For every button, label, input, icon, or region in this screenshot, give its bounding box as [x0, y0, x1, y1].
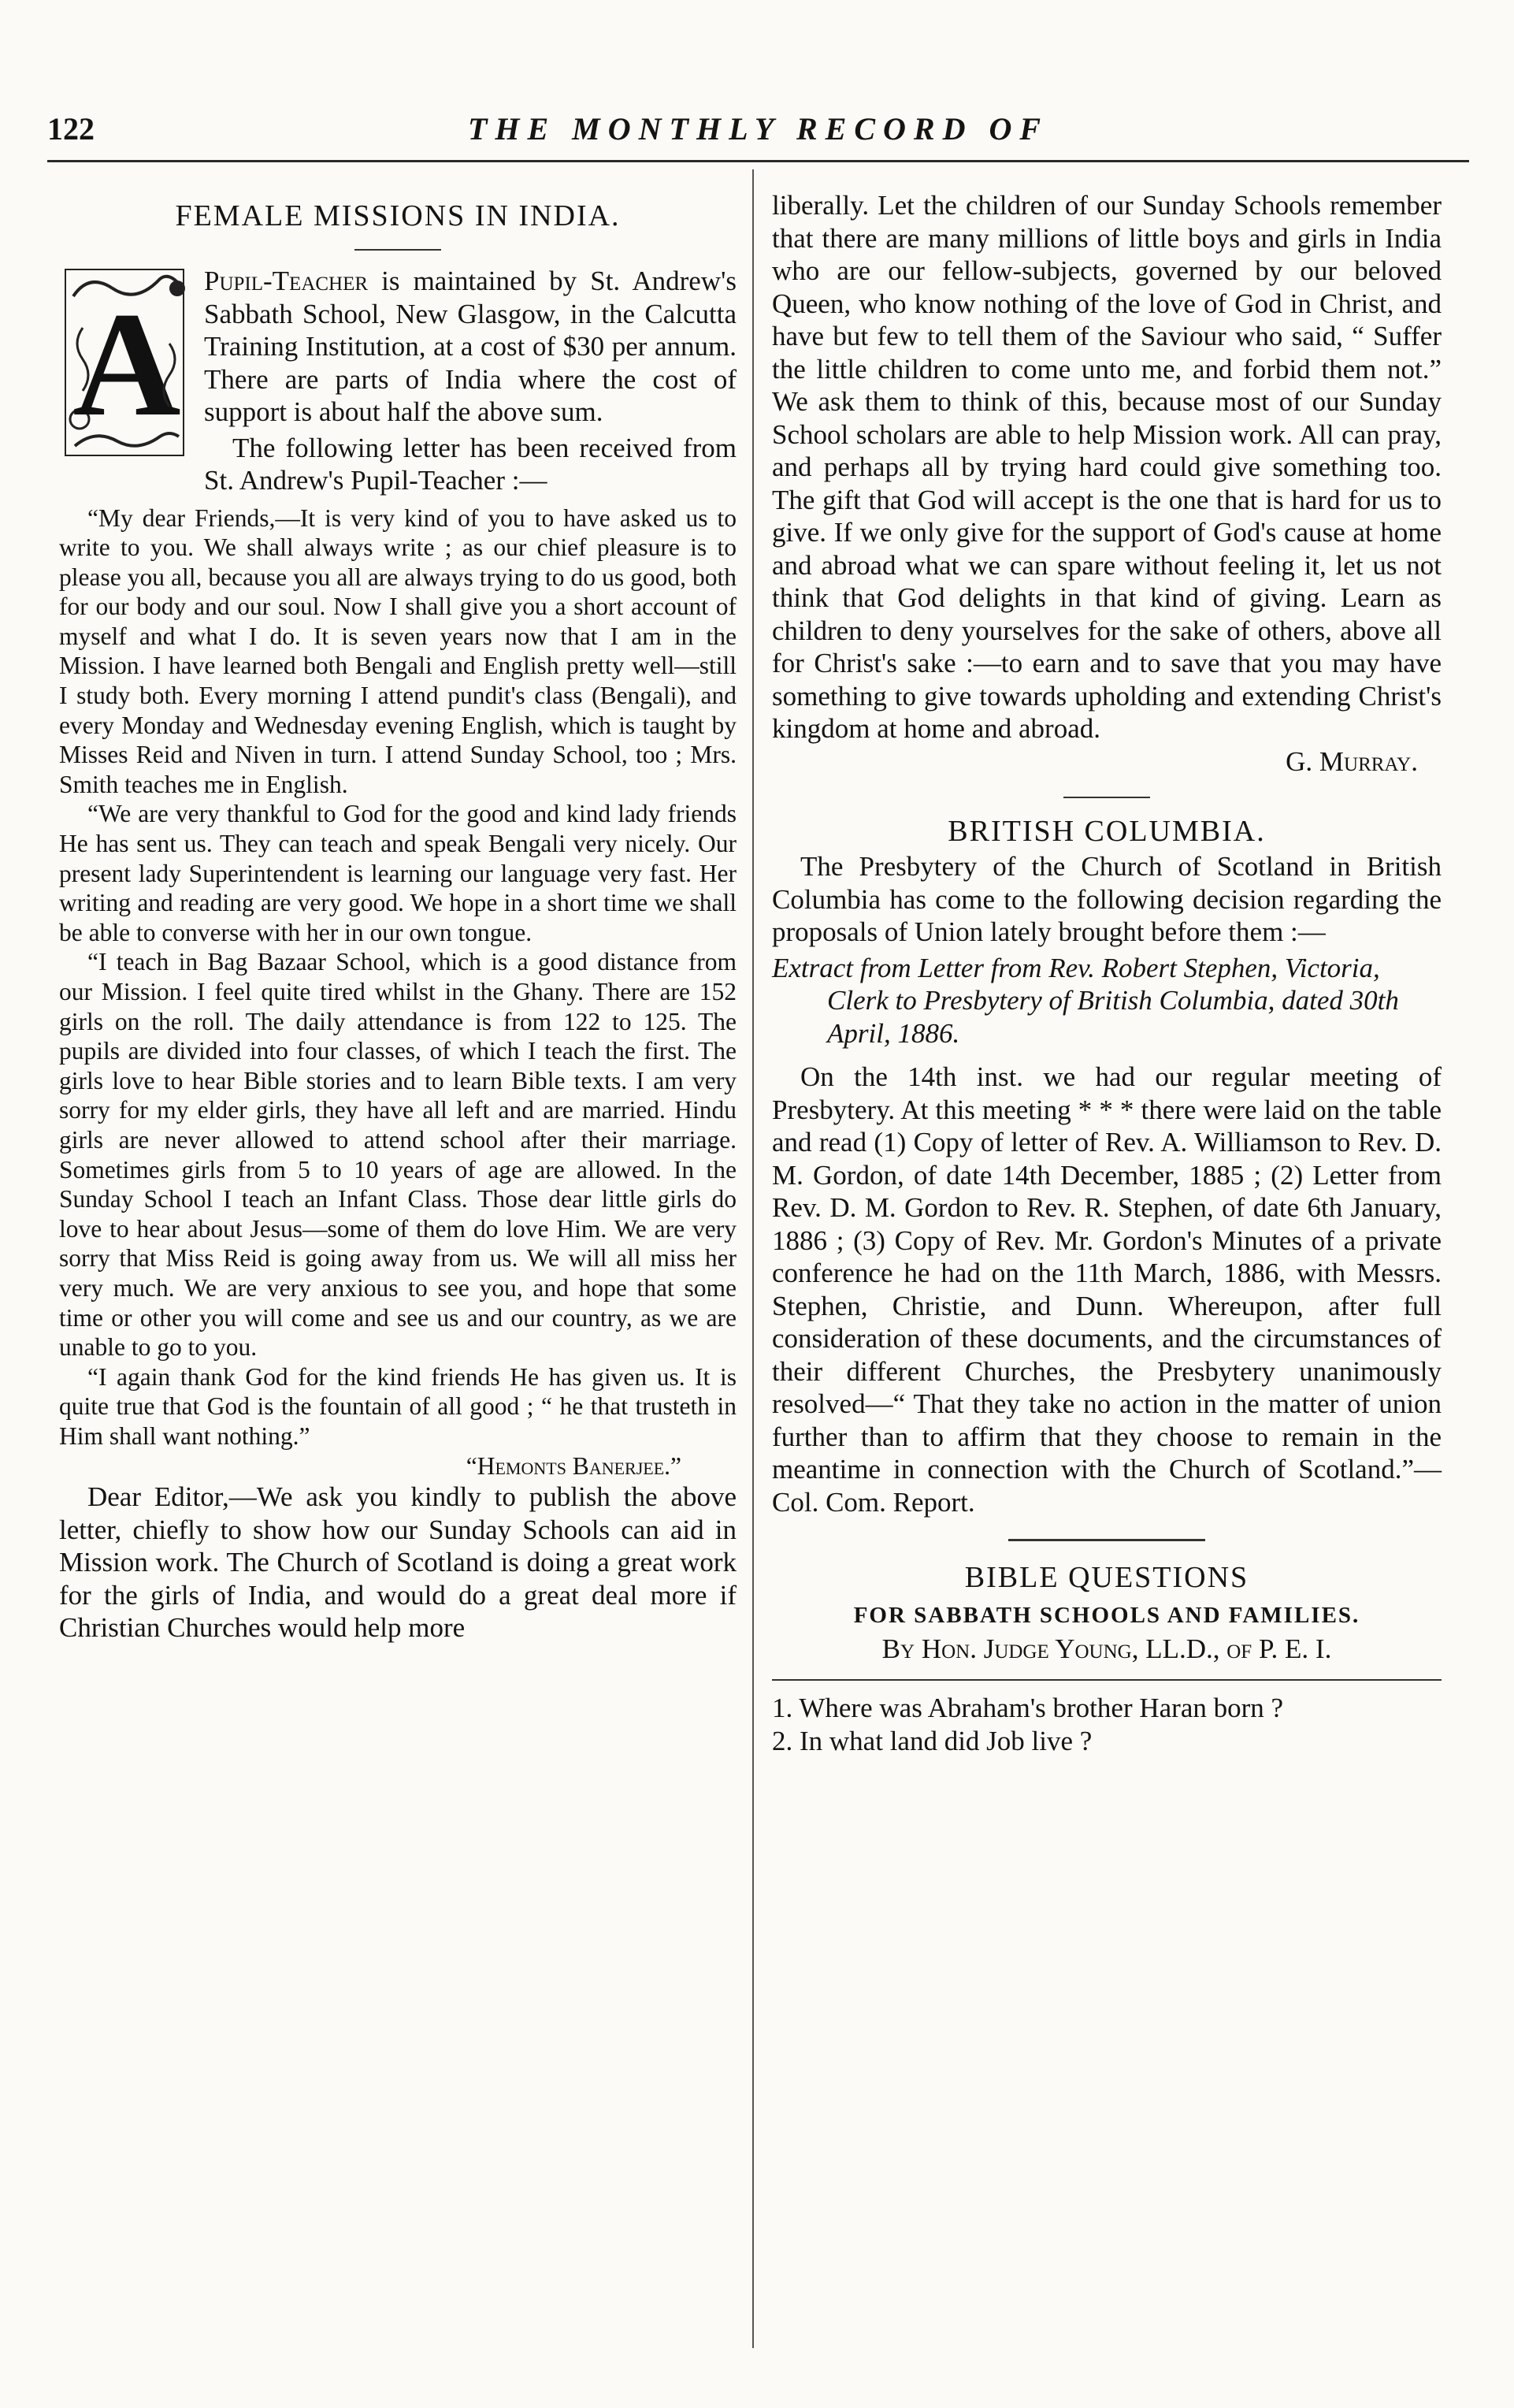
letter-paragraph-2: “We are very thankful to God for the good and kind lady friends He has sent us. They can teach and speak Bengali very nicely. Our present lady Superintendent is learning our language very fast. Her writing and reading are very good. We hope in a short time we shall be able to converse with her in our own tongue. [59, 800, 737, 946]
article-title-bible-questions: BIBLE QUESTIONS [964, 1561, 1249, 1594]
questions-list [772, 1692, 1442, 1758]
letter-paragraph-4: “I again thank God for the kind friends He has given us. It is quite true that God is the fountain of all good ; “ he that trusteth in Him shall want nothing.” [59, 1362, 737, 1450]
left-column [59, 189, 737, 1644]
continuation-signature: G. Murray. [1286, 745, 1418, 777]
title-rule [354, 249, 441, 251]
dropcap-letter: A [72, 282, 181, 448]
intro-paragraph [59, 265, 737, 448]
continuation-paragraph: liberally. Let the children of our Sunday Schools remember that there are many millions of little boys and girls in India who are our fellow-subjects, governed by our beloved Queen, who know nothing of the love of God in Christ, and have but few to tell them of the Saviour who said, “ Suffer the little children to come unto me, and forbid them not.” We ask them to think of this, because most of our Sunday School scholars are able to help Mission work. All can pray, and perhaps all by trying hard could give something too. The gift that God will accept is the one that is hard for us to give. If we only give for the support of God's cause at home and abroad what we can spare without feeling it, let us not think that God delights in that kind of giving. Learn as children to deny yourselves for the sake of others, above all for Christ's sake :—to earn and to save that you may have something to give towards upholding and extending Christ's kingdom at home and abroad. [772, 190, 1442, 744]
right-column [772, 189, 1442, 1758]
intro-body: is maintained by St. Andrew's Sabbath School, New Glasgow, in the Calcutta Training Institution, at a cost of $30 per annum. There are parts of India where the cost of support is about half the above sum. [204, 266, 737, 427]
ornamental-initial [59, 265, 195, 462]
bible-questions-subtitle: FOR SABBATH SCHOOLS AND FAMILIES. [853, 1603, 1360, 1628]
list-item: 2. In what land did Job live ? [772, 1726, 1093, 1756]
running-header [47, 110, 1469, 158]
section-rule [1008, 1539, 1205, 1541]
ornamental-initial-icon [59, 265, 195, 462]
letter-signature: “Hemonts Banerjee.” [466, 1451, 681, 1480]
bc-extract: Extract from Letter from Rev. Robert Stephen, Victoria, Clerk to Presbytery of British Columbia, dated 30th April, 1886. [772, 952, 1399, 1049]
section-rule [1063, 797, 1150, 798]
running-title: THE MONTHLY RECORD OF [467, 111, 1049, 147]
bible-questions-byline: By Hon. Judge Young, LL.D., of P. E. I. [881, 1633, 1332, 1664]
following-paragraph: The following letter has been received from St. Andrew's Pupil-Teacher :— [204, 432, 737, 496]
questions-rule [772, 1679, 1442, 1681]
article-title-female-missions: FEMALE MISSIONS IN INDIA. [175, 199, 621, 232]
letter-paragraph-3: “I teach in Bag Bazaar School, which is a good distance from our Mission. I feel quite tired whilst in the Ghany. There are 152 girls on the roll. The daily attendance is from 122 to 125. The pupils are divided into four classes, of which I teach the first. The girls love to hear Bible stories and to learn Bible texts. I am very sorry for my elder girls, they have all left and are married. Hindu girls are never allowed to attend school after their marriage. Sometimes girls from 5 to 10 years of age are allowed. In the Sunday School I teach an Infant Class. Those dear little girls do love to hear about Jesus—some of them do love Him. We are very sorry that Miss Reid is going away from us. We will all miss her very much. We are very anxious to see you, and hope that some time or other you will come and see us and our country, as we are unable to go to you. [59, 948, 737, 1362]
bc-intro: The Presbytery of the Church of Scotland in British Columbia has come to the following decision regarding the proposals of Union lately brought before them :— [772, 851, 1442, 947]
intro-lead: Pupil-Teacher [204, 266, 369, 296]
list-item: 1. Where was Abraham's brother Haran born ? [772, 1693, 1284, 1723]
column-rule [752, 169, 754, 2348]
letter-paragraph-1: “My dear Friends,—It is very kind of you to have asked us to write to you. We shall always write ; as our chief pleasure is to please you all, because you all are always trying to do us good, both for our body and our soul. Now I shall give you a short account of myself and what I do. It is seven years now that I am in the Mission. I have learned both Bengali and English pretty well—still I study both. Every morning I attend pundit's class (Bengali), and every Monday and Wednesday evening English, which is taught by Misses Reid and Niven in turn. I attend Sunday School, too ; Mrs. Smith teaches me in English. [59, 504, 737, 798]
bc-body: On the 14th inst. we had our regular meeting of Presbytery. At this meeting * * * there were laid on the table and read (1) Copy of letter of Rev. A. Williamson to Rev. D. M. Gordon, of date 14th December, 1885 ; (2) Letter from Rev. D. M. Gordon to Rev. R. Stephen, of date 6th January, 1886 ; (3) Copy of Rev. Mr. Gordon's Minutes of a private conference he had on the 11th March, 1886, with Messrs. Stephen, Christie, and Dunn. Whereupon, after full consideration of these documents, and the circumstances of their different Churches, the Presbytery unanimously resolved—“ That they take no action in the matter of union further than to affirm that they choose to remain in the meantime in connection with the Church of Scotland.”—Col. Com. Report. [772, 1061, 1442, 1518]
header-rule [47, 160, 1469, 162]
page-number: 122 [47, 111, 95, 147]
editor-note: Dear Editor,—We ask you kindly to publish the above letter, chiefly to show how our Sunday Schools can aid in Mission work. The Church of Scotland is doing a great work for the girls of India, and would do a great deal more if Christian Churches would help more [59, 1481, 737, 1644]
article-title-british-columbia: BRITISH COLUMBIA. [948, 815, 1266, 848]
